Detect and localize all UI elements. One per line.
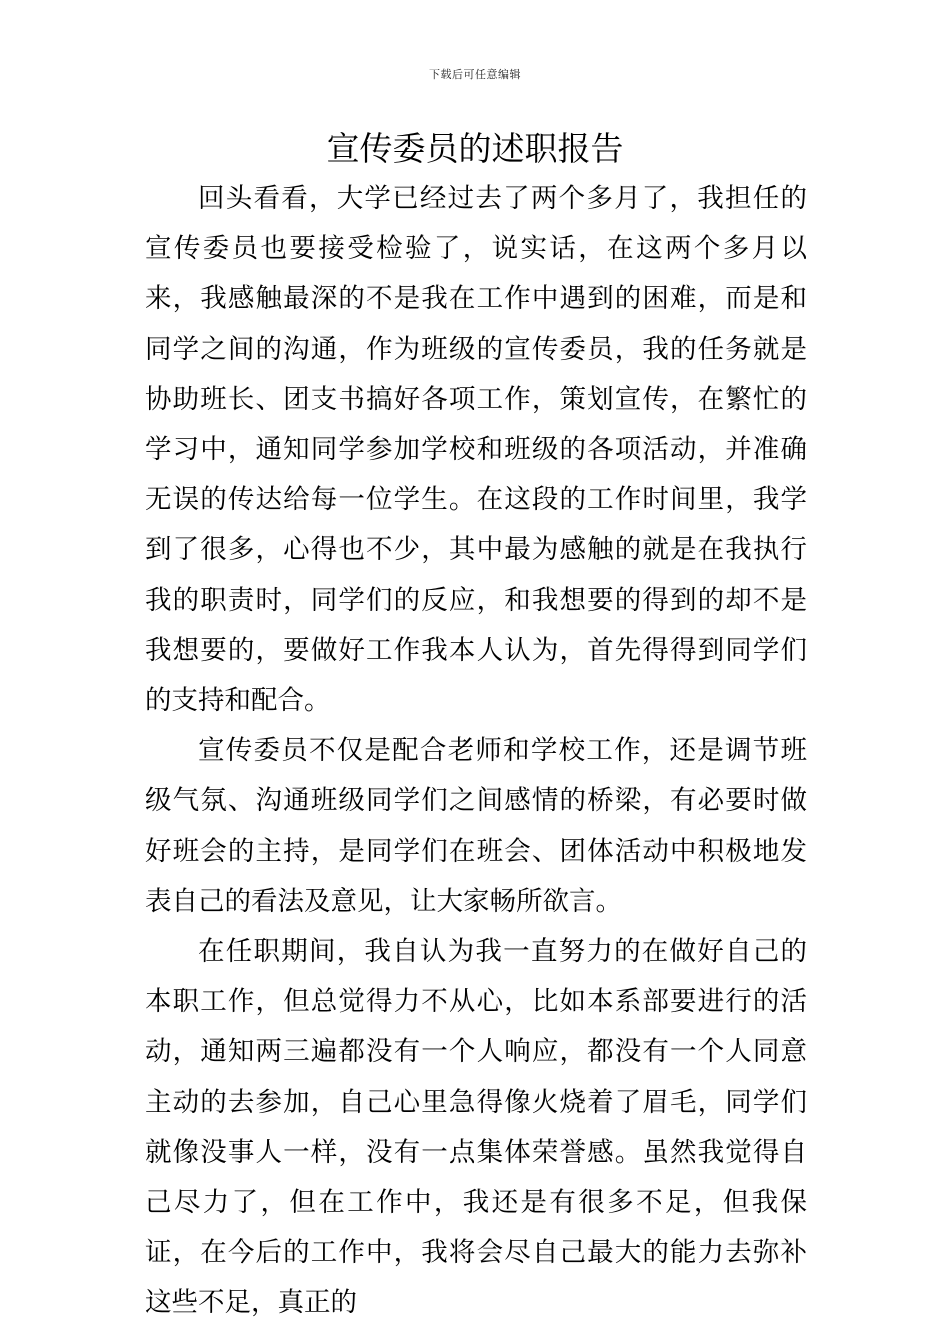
paragraph-3: 在任职期间，我自认为我一直努力的在做好自己的本职工作，但总觉得力不从心，比如本系部要进行的活动，通知两三遍都没有一个人响应，都没有一个人同意主动的去参加，自己心里急得像火烧着了眉毛，同学们就像没事人一样，没有一点集体荣誉感。虽然我觉得自己尽力了，但在工作中，我还是有很多不足，但我保证，在今后的工作中，我将会尽自己最大的能力去弥补这些不足，真正的 [145, 936, 807, 1319]
header-note: 下载后可任意编辑 [429, 68, 521, 81]
document-body [145, 174, 807, 1329]
paragraph-1: 回头看看，大学已经过去了两个多月了，我担任的宣传委员也要接受检验了，说实话，在这两个多月以来，我感触最深的不是我在工作中遇到的困难，而是和同学之间的沟通，作为班级的宣传委员，我的任务就是协助班长、团支书搞好各项工作，策划宣传，在繁忙的学习中，通知同学参加学校和班级的各项活动，并准确无误的传达给每一位学生。在这段的工作时间里，我学到了很多，心得也不少，其中最为感触的就是在我执行我的职责时，同学们的反应，和我想要的得到的却不是我想要的，要做好工作我本人认为，首先得得到同学们的支持和配合。 [145, 183, 807, 717]
paragraph-2: 宣传委员不仅是配合老师和学校工作，还是调节班级气氛、沟通班级同学们之间感情的桥梁，有必要时做好班会的主持，是同学们在班会、团体活动中积极地发表自己的看法及意见，让大家畅所欲言。 [145, 735, 807, 917]
document-title: 宣传委员的述职报告 [326, 129, 624, 168]
